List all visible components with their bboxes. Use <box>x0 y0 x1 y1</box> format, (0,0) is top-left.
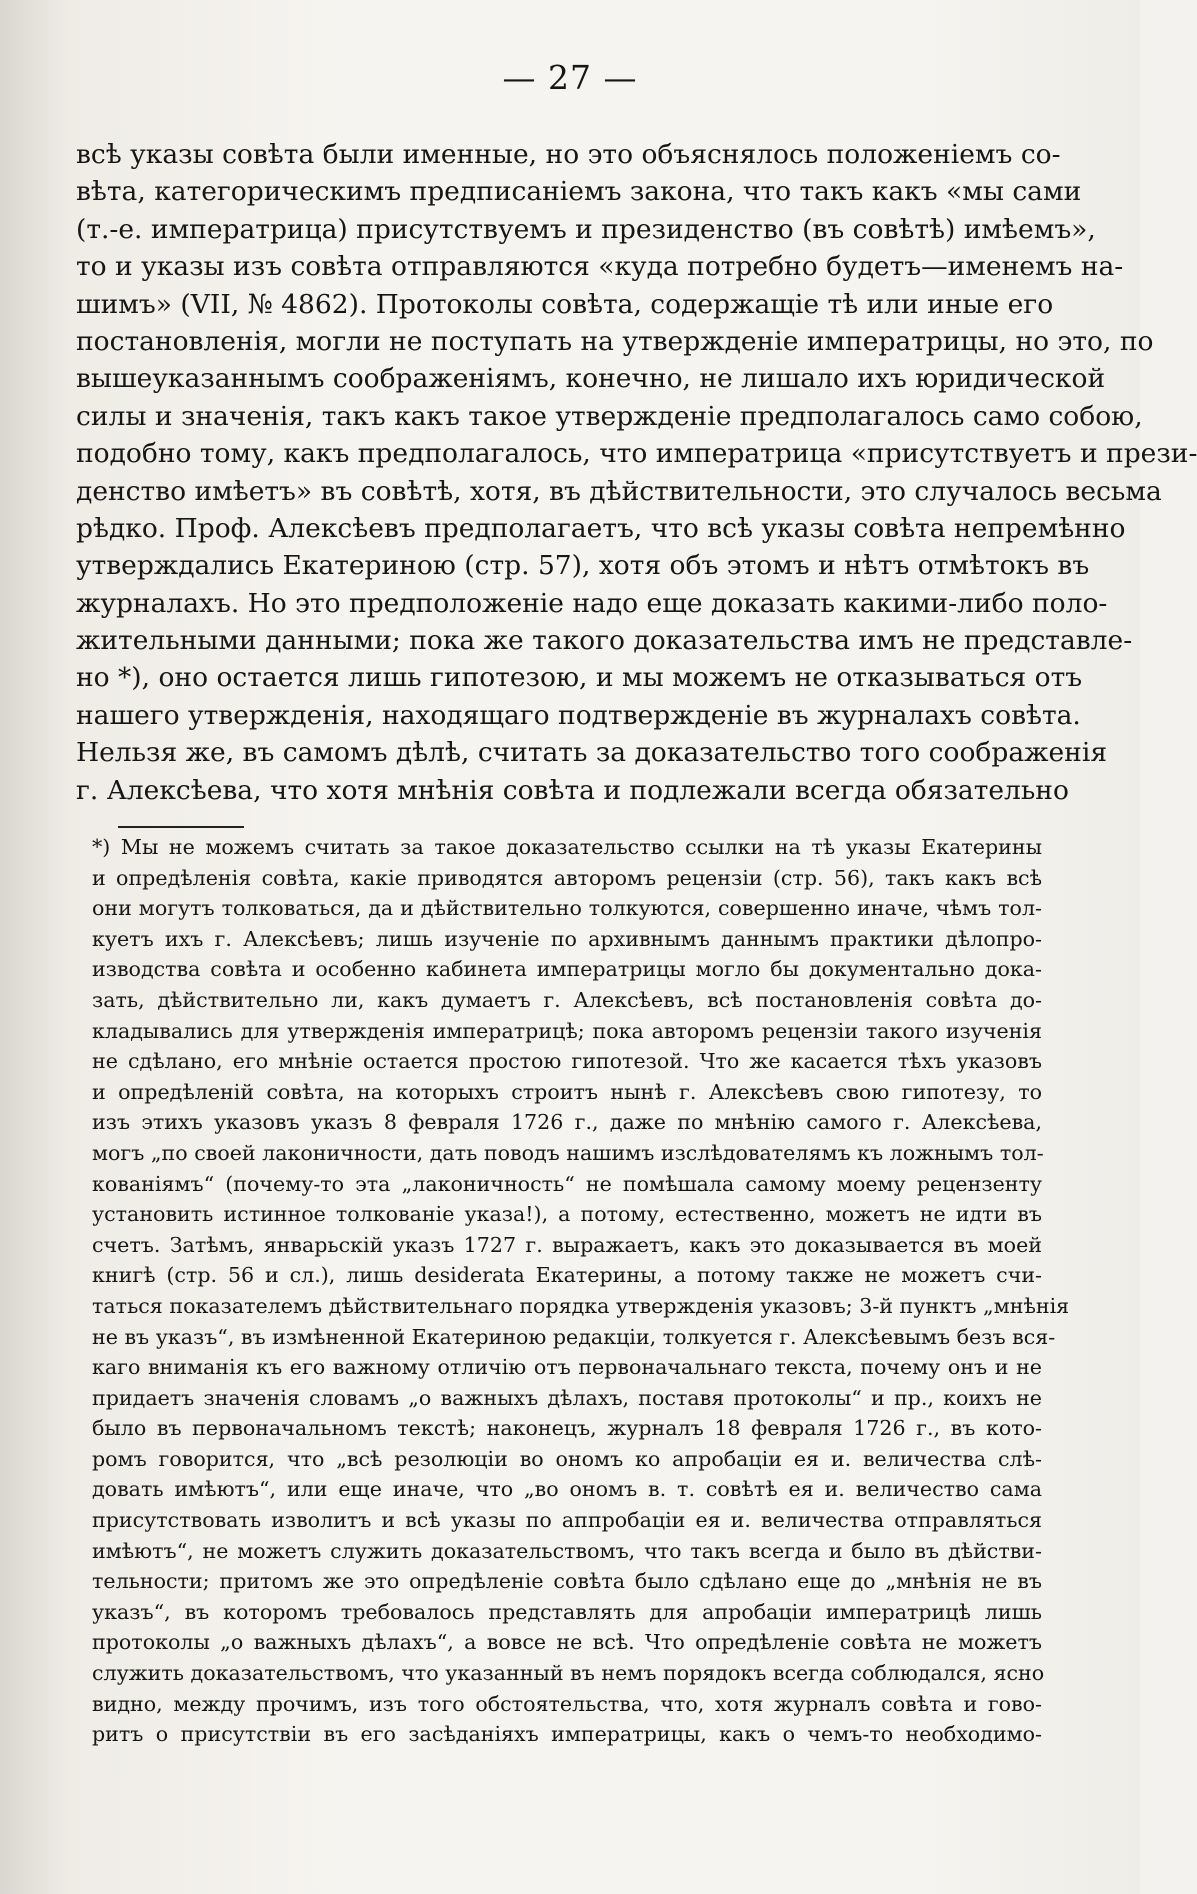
footnote-divider <box>118 826 244 828</box>
footnote-line: присутствовать изволитъ и всѣ указы по аппробаціи ея и. величества отправляться <box>92 1508 1042 1533</box>
body-text-line: г. Алексѣева, что хотя мнѣнія совѣта и подлежали всегда обязательно <box>76 774 1069 806</box>
body-text-line: но *), оно остается лишь гипотезою, и мы можемъ не отказываться отъ <box>76 662 1083 694</box>
footnote-line: протоколы „о важныхъ дѣлахъ“, а вовсе не всѣ. Что опредѣленіе совѣта не можетъ <box>92 1630 1042 1655</box>
body-text-line: денство имѣетъ» въ совѣтѣ, хотя, въ дѣйствительности, это случалось весьма <box>76 475 1162 507</box>
footnote-line: счетъ. Затѣмъ, январьскій указъ 1727 г. выражаетъ, какъ это доказывается въ моей <box>92 1232 1042 1257</box>
body-text-line: (т.-е. императрица) присутствуемъ и президенство (въ совѣтѣ) имѣемъ», <box>76 213 1096 245</box>
body-text-line: вышеуказаннымъ соображеніямъ, конечно, не лишало ихъ юридической <box>76 363 1106 395</box>
body-text-line: то и указы изъ совѣта отправляются «куда потребно будетъ—именемъ на- <box>76 251 1124 283</box>
footnote-line: таться показателемъ дѣйствительнаго порядка утвержденія указовъ; 3-й пунктъ „мнѣнія <box>92 1293 1070 1318</box>
footnote-line: служить доказательствомъ, что указанный въ немъ порядокъ всегда соблюдался, ясно <box>92 1661 1045 1686</box>
footnote-line: довать имѣютъ“, или еще иначе, что „во ономъ в. т. совѣтѣ ея и. величество сама <box>92 1477 1042 1502</box>
footnote-line: кладывались для утвержденія императрицѣ; пока авторомъ рецензіи такого изученія <box>92 1018 1042 1043</box>
footnote-line: было въ первоначальномъ текстѣ; наконецъ, журналъ 18 февраля 1726 г., въ кото- <box>92 1416 1042 1441</box>
body-text-line: утверждались Екатериною (стр. 57), хотя объ этомъ и нѣтъ отмѣтокъ въ <box>76 550 1090 582</box>
body-text <box>76 136 1197 809</box>
body-text-line: рѣдко. Проф. Алексѣевъ предполагаетъ, что всѣ указы совѣта непремѣнно <box>76 512 1126 544</box>
body-text-line: журналахъ. Но это предположеніе надо еще доказать какими-либо поло- <box>76 587 1108 619</box>
footnote-line: видно, между прочимъ, изъ того обстоятельства, что, хотя журналъ совѣта и гово- <box>92 1691 1042 1716</box>
body-text-line: нашего утвержденія, находящаго подтвержденіе въ журналахъ совѣта. <box>76 699 1081 731</box>
footnote-line: имѣютъ“, не можетъ служить доказательствомъ, что такъ всегда и было въ дѣйстви- <box>92 1538 1042 1563</box>
body-text-line: шимъ» (VII, № 4862). Протоколы совѣта, содержащіе тѣ или иные его <box>76 288 1054 320</box>
body-text-line: всѣ указы совѣта были именные, но это объяснялось положеніемъ со- <box>76 139 1061 170</box>
footnote-line: и опредѣленія совѣта, какіе приводятся авторомъ рецензіи (стр. 56), такъ какъ всѣ <box>92 865 1042 890</box>
footnote-line: каго вниманія къ его важному отличію отъ первоначальнаго текста, почему онъ и не <box>92 1355 1042 1380</box>
footnote <box>92 832 1070 1750</box>
footnote-line: они могутъ толковаться, да и дѣйствительно толкуются, совершенно иначе, чѣмъ тол- <box>92 896 1042 921</box>
footnote-line: кованіямъ“ (почему-то эта „лаконичность“ не помѣшала самому моему рецензенту <box>92 1171 1042 1196</box>
footnote-line: *) Мы не можемъ считать за такое доказательство ссылки на тѣ указы Екатерины <box>92 835 1042 859</box>
footnote-line: куетъ ихъ г. Алексѣевъ; лишь изученіе по архивнымъ даннымъ практики дѣлопро- <box>92 926 1042 951</box>
body-text-line: Нельзя же, въ самомъ дѣлѣ, считать за доказательство того соображенія <box>76 737 1108 769</box>
footnote-line: зать, дѣйствительно ли, какъ думаетъ г. Алексѣевъ, всѣ постановленія совѣта до- <box>92 987 1042 1012</box>
footnote-line: придаетъ значенія словамъ „о важныхъ дѣлахъ, поставя протоколы“ и пр., коихъ не <box>92 1385 1042 1410</box>
footnote-line: могъ „по своей лаконичности, дать поводъ нашимъ изслѣдователямъ къ ложнымъ тол- <box>92 1140 1044 1165</box>
footnote-line: ритъ о присутствіи въ его засѣданіяхъ императрицы, какъ о чемъ-то необходимо- <box>92 1722 1042 1747</box>
footnote-line: не сдѣлано, его мнѣніе остается простою гипотезой. Что же касается тѣхъ указовъ <box>92 1049 1042 1074</box>
footnote-line: изъ этихъ указовъ указъ 8 февраля 1726 г., даже по мнѣнію самого г. Алексѣева, <box>92 1110 1042 1135</box>
body-text-line: жительными данными; пока же такого доказательства имъ не представле- <box>76 625 1133 657</box>
body-text-line: постановленія, могли не поступать на утвержденіе императрицы, но это, по <box>76 325 1154 357</box>
footnote-line: ромъ говорится, что „всѣ резолюціи во ономъ ко апробаціи ея и. величества слѣ- <box>92 1446 1042 1471</box>
page-number: — 27 — <box>502 58 638 97</box>
body-text-line: вѣта, категорическимъ предписаніемъ закона, что такъ какъ «мы сами <box>76 176 1082 208</box>
body-text-line: подобно тому, какъ предполагалось, что императрица «присутствуетъ и прези- <box>76 438 1197 470</box>
footnote-line: не въ указъ“, въ измѣненной Екатериною редакціи, толкуется г. Алексѣевымъ безъ вся- <box>92 1324 1056 1349</box>
footnote-line: и опредѣленій совѣта, на которыхъ строитъ нынѣ г. Алексѣевъ свою гипотезу, то <box>92 1079 1042 1104</box>
body-text-line: силы и значенія, такъ какъ такое утвержденіе предполагалось само собою, <box>76 400 1143 432</box>
footnote-line: изводства совѣта и особенно кабинета императрицы могло бы документально дока- <box>92 957 1042 982</box>
footnote-line: установить истинное толкованіе указа!), а потому, естественно, можетъ не идти въ <box>92 1202 1042 1227</box>
footnote-line: тельности; притомъ же это опредѣленіе совѣта было сдѣлано еще до „мнѣнія не въ <box>92 1569 1042 1594</box>
footnote-line: книгѣ (стр. 56 и сл.), лишь desiderata Екатерины, а потому также не можетъ счи- <box>92 1263 1042 1288</box>
footnote-line: указъ“, въ которомъ требовалось представлять для апробаціи императрицѣ лишь <box>92 1599 1042 1624</box>
